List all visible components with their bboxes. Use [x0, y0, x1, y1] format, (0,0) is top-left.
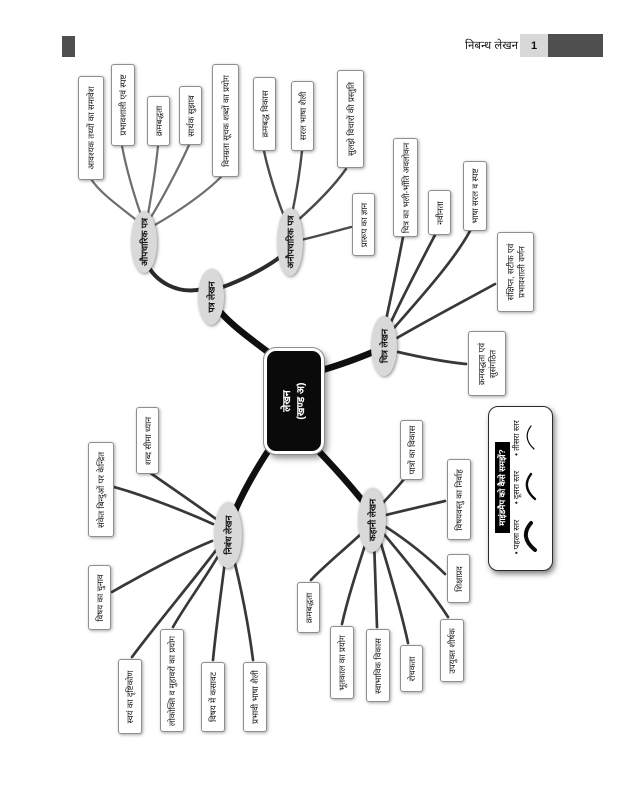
- leaf-node: प्रारूप का ज्ञान: [352, 193, 375, 256]
- leaf-node: संक्षिप्त, सटीक एवं प्रभावशाली वर्णन: [497, 232, 534, 312]
- leaf-node: नवीनता: [428, 190, 451, 235]
- leaf-node: क्रमबद्धता एवं सुसंगठित: [468, 331, 506, 396]
- branch-curve: [398, 352, 466, 364]
- legend-level-2: • दूसरा स्तर: [511, 465, 537, 511]
- leaf-node: क्रमबद्ध विकास: [253, 77, 276, 151]
- leaf-node: शिक्षाप्रद: [447, 554, 470, 603]
- leaf-node: आवश्यक तथ्यों का समावेश: [78, 76, 104, 180]
- leaf-node: रोचकता: [400, 645, 423, 692]
- branch-curve: [379, 537, 408, 643]
- level-1-arc-icon: [522, 520, 537, 554]
- page-title: निबन्ध लेखन: [465, 40, 518, 52]
- hub-patra-lekhan: पत्र लेखन: [198, 269, 224, 325]
- leaf-node: भाषा सरल व स्पष्ट: [463, 161, 487, 231]
- central-topic-label: लेखन (खण्ड अ): [281, 382, 307, 420]
- leaf-node: सरल भाषा शैली: [291, 81, 314, 151]
- branch-curve: [173, 551, 221, 627]
- branch-curve: [311, 533, 362, 580]
- hub-aupcharik-patra: औपचारिक पत्र: [131, 211, 157, 273]
- branch-curve: [213, 553, 226, 660]
- leaf-node: पात्रों का विकास: [400, 420, 423, 480]
- legend-title-wrap: [492, 406, 510, 569]
- leaf-node: विषय में कसावट: [201, 662, 225, 732]
- leaf-node: स्वाभाविक विकास: [366, 629, 390, 702]
- legend-content: [488, 406, 551, 569]
- legend-title: माइंडमैप को कैसे समझें?: [495, 442, 510, 532]
- leaf-node: शब्द सीमा ध्यान: [136, 407, 159, 474]
- hub-kahani-lekhan: कहानी लेखन: [358, 488, 386, 552]
- branch-curve: [292, 151, 302, 214]
- branch-curve: [146, 262, 203, 290]
- branch-curve: [301, 227, 351, 240]
- branch-curve: [342, 539, 367, 624]
- branch-curve: [122, 146, 141, 215]
- leaf-node: सार्थक सुझाव: [179, 86, 202, 145]
- branch-curve: [374, 540, 377, 627]
- leaf-node: विनम्रता सूचक शब्दों का प्रयोग: [212, 64, 239, 177]
- leaf-node: सुलझे विचारों की प्रस्तुति: [337, 70, 364, 168]
- branch-curve: [394, 231, 470, 328]
- branch-curve: [386, 501, 445, 515]
- branch-curve: [264, 151, 284, 216]
- branch-curve: [112, 541, 212, 592]
- leaf-node: संकेत बिन्दुओं पर केन्द्रित: [88, 442, 114, 537]
- branch-curve: [382, 479, 404, 504]
- central-topic-node: [264, 348, 324, 454]
- leaf-node: चित्र का भली-भाँति अवलोकन: [393, 138, 418, 237]
- leaf-node: स्वयं का दृष्टिकोण: [118, 659, 142, 734]
- leaf-branches-aupcharik: [91, 145, 221, 226]
- legend-levels: [510, 406, 537, 569]
- leaf-node: उपयुक्त शीर्षक: [440, 619, 464, 682]
- branch-curve: [391, 235, 435, 322]
- branch-curve: [297, 169, 346, 221]
- legend-level-1: • पहला स्तर: [511, 514, 537, 560]
- leaf-node: भूतकाल का प्रयोग: [330, 626, 354, 699]
- branch-curve: [220, 252, 286, 288]
- leaf-node: विषयवस्तु का निर्वाह: [447, 459, 471, 540]
- hub-chitra-lekhan: चित्र लेखन: [371, 316, 397, 376]
- level-3-arc-icon: [522, 421, 537, 455]
- page-number: 1: [520, 34, 548, 57]
- bullet-icon: •: [512, 501, 521, 505]
- branch-curve: [232, 552, 253, 660]
- leaf-node: प्रभावी भाषा शैली: [243, 662, 267, 732]
- leaf-node: लोकोक्ति व मुहावरों का प्रयोग: [160, 629, 184, 732]
- bullet-icon: •: [512, 551, 521, 555]
- leaf-node: क्रमबद्धता: [147, 96, 170, 146]
- branch-curve: [386, 237, 403, 320]
- branch-curve: [383, 533, 448, 617]
- hub-nibandh-lekhan: निबंध लेखन: [214, 502, 242, 568]
- branch-curve: [397, 284, 495, 338]
- leaf-node: क्रमबद्धता: [297, 582, 320, 633]
- header-right-block: [548, 34, 603, 57]
- bullet-icon: •: [512, 453, 521, 456]
- branch-curve: [148, 146, 158, 214]
- branch-curve: [153, 177, 221, 226]
- level-2-arc-icon: [522, 471, 537, 505]
- leaf-node: विषय का चुनाव: [88, 565, 111, 630]
- branch-curve: [386, 527, 445, 574]
- header-left-block: [62, 36, 75, 57]
- hub-anaupcharik-patra: अनौपचारिक पत्र: [277, 208, 303, 276]
- legend-level-3: • तीसरा स्तर: [511, 415, 537, 461]
- leaf-node: प्रभावशाली एवं स्पष्ट: [111, 64, 135, 146]
